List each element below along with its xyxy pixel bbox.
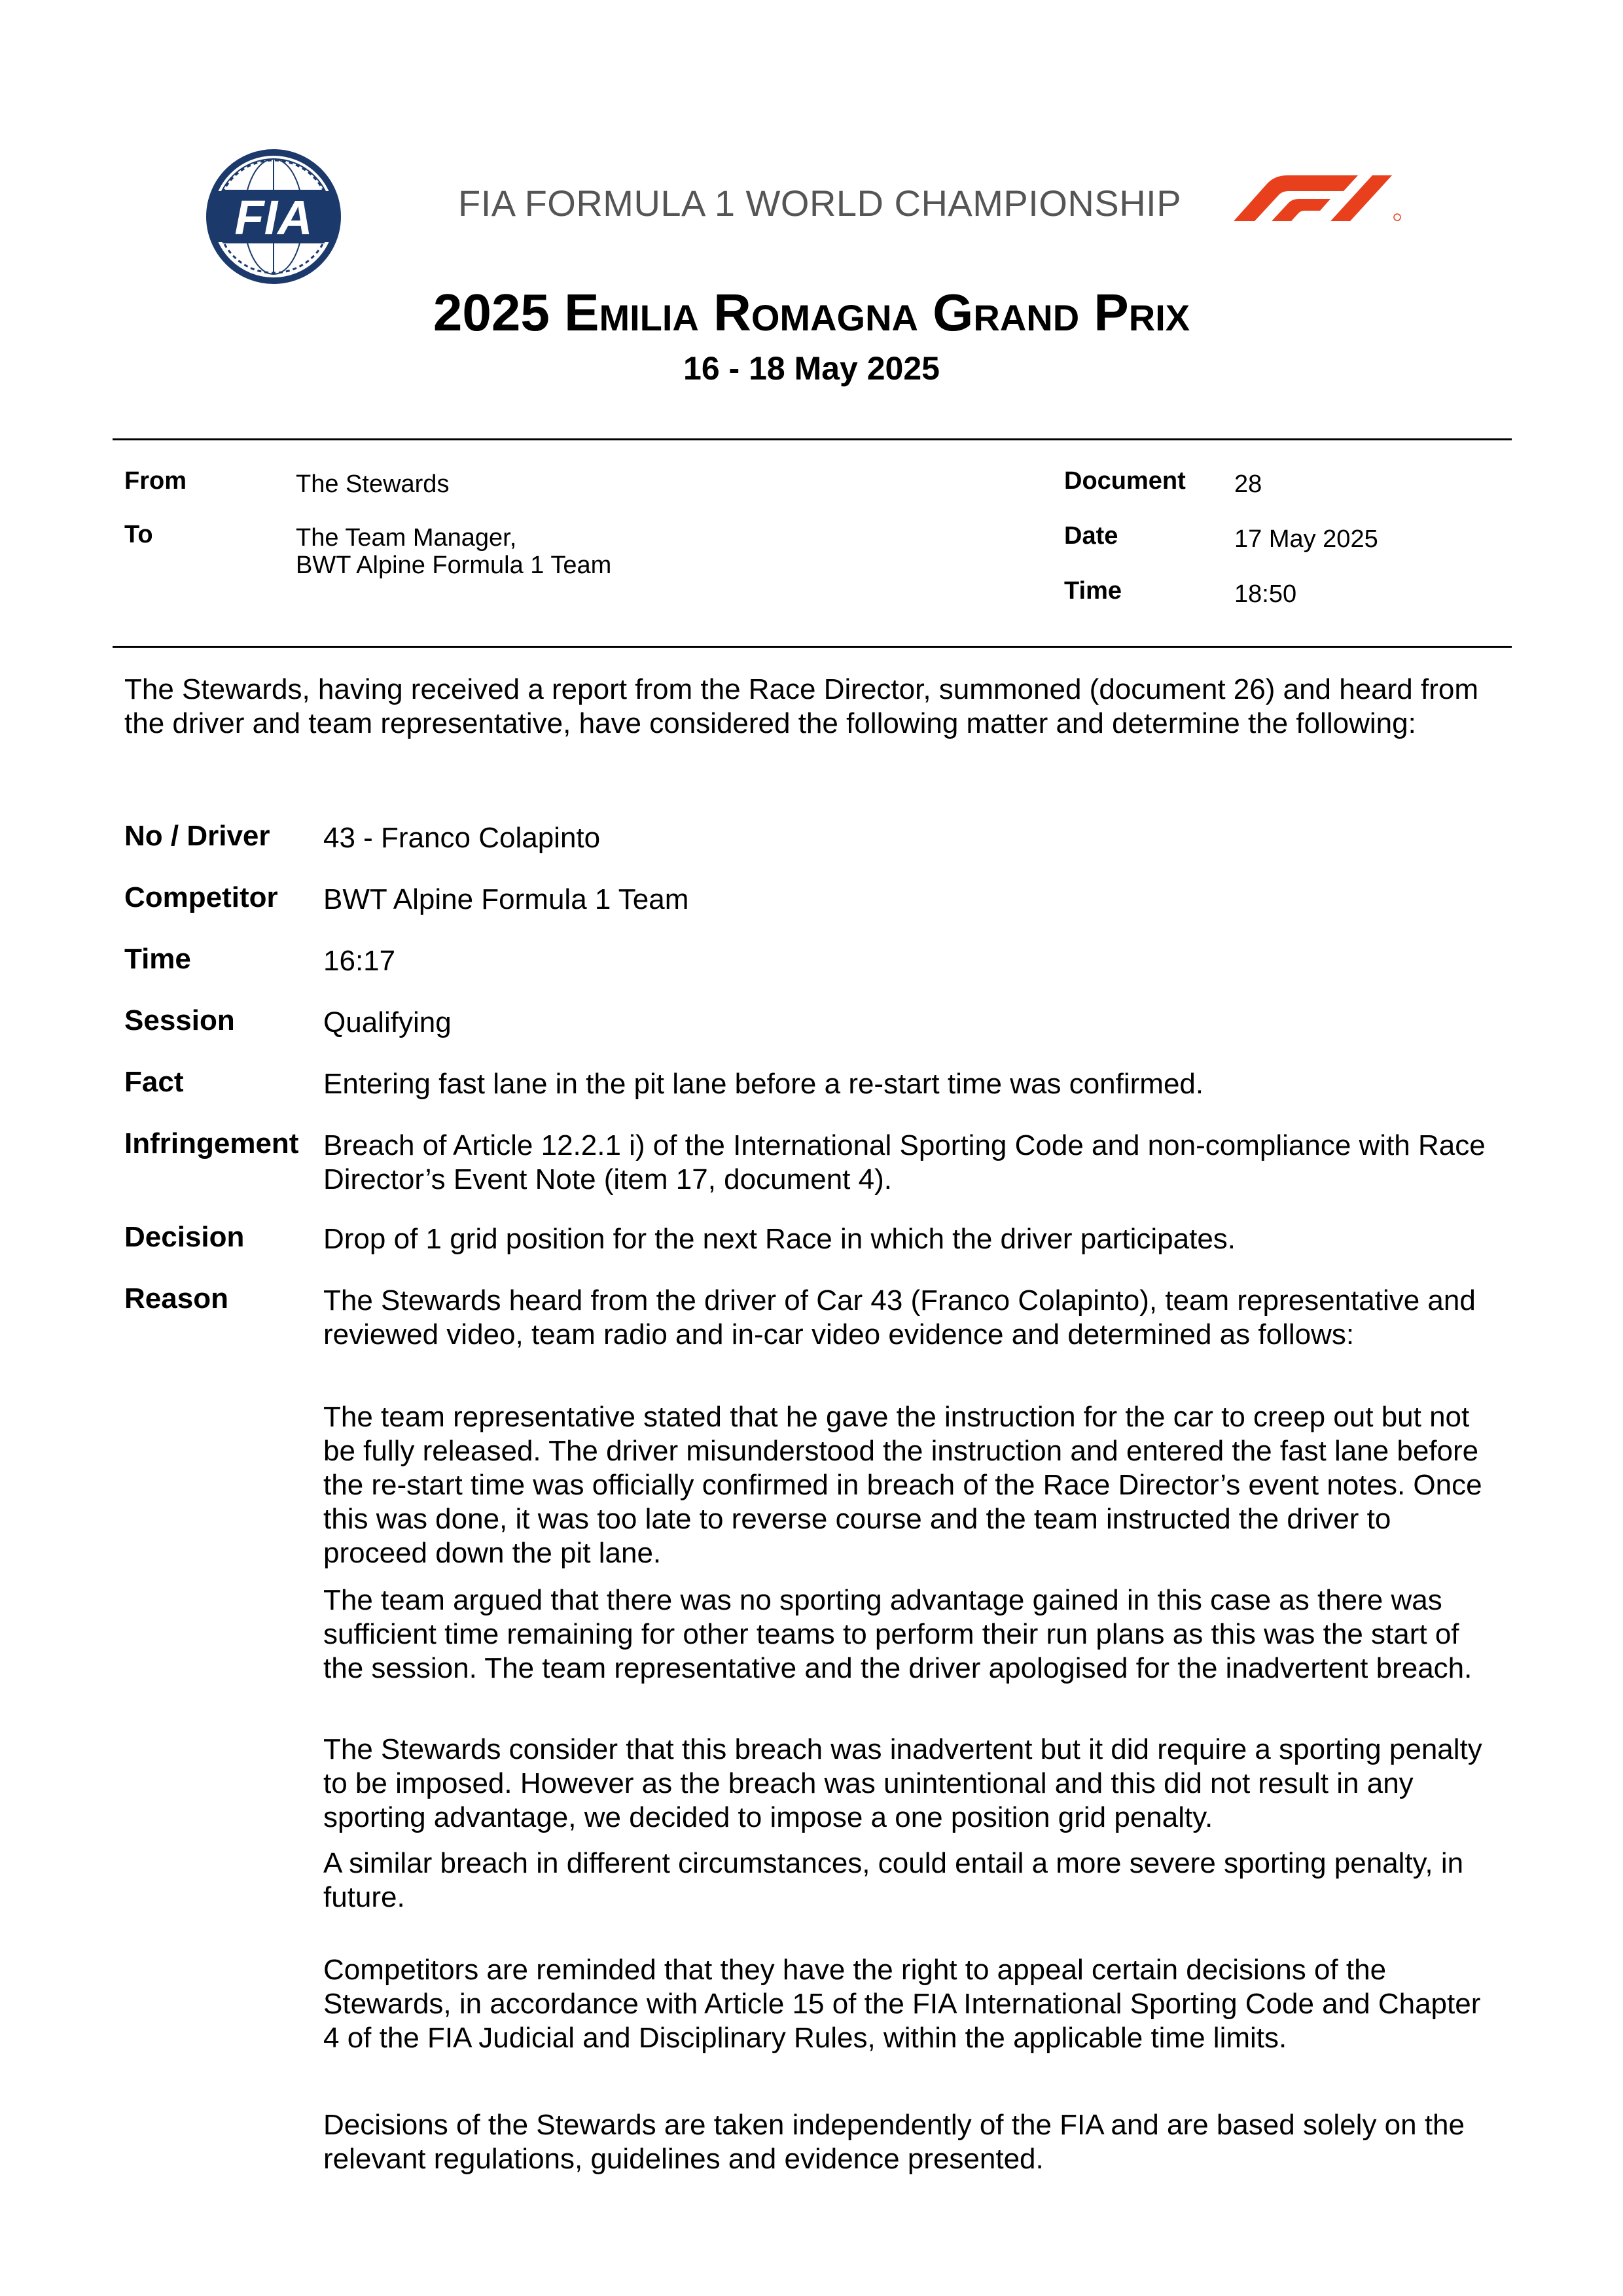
field-label-session: Session [124, 1004, 235, 1036]
f1-logo [1221, 171, 1417, 225]
document-value: 28 [1234, 470, 1262, 498]
reason-paragraph: A similar breach in different circumstances, could entail a more severe sporting penalty, in future. [323, 1847, 1464, 1913]
fia-logo-text: FIA [234, 190, 313, 245]
date-label: Date [1064, 522, 1118, 550]
field-value-driver: 43 - Franco Colapinto [323, 822, 601, 854]
field-value-fact: Entering fast lane in the pit lane before a re-start time was confirmed. [323, 1068, 1204, 1100]
field-value-decision: Drop of 1 grid position for the next Race in which the driver participates. [323, 1223, 1236, 1255]
field-label-time: Time [124, 943, 191, 975]
from-label: From [124, 467, 187, 495]
reason-paragraph: The team representative stated that he gave the instruction for the car to creep out but not be fully released. The driver misunderstood the instruction and entered the fast lane before the re-start time was officially confirmed in breach of the Race Director’s event notes. Once this was done, it was too late to reverse course and the team instructed the driver to proceed down the pit lane. [323, 1401, 1482, 1569]
appeal-notice: Competitors are reminded that they have the right to appeal certain decisions of the Stewards, in accordance with Article 15 of the FIA International Sporting Code and Chapter 4 of the FIA Judicial and Disciplinary Rules, within the applicable time limits. [323, 1954, 1481, 2054]
field-label-infringement: Infringement [124, 1127, 299, 1159]
field-value-time: 16:17 [323, 945, 396, 977]
field-label-competitor: Competitor [124, 881, 278, 913]
field-value-infringement: Breach of Article 12.2.1 i) of the International Sporting Code and non-compliance with Race Director’s Event Note (item 17, document 4). [323, 1129, 1486, 1195]
field-value-reason: The Stewards heard from the driver of Car 43 (Franco Colapinto), team representative and reviewed video, team radio and in-car video evidence and determined as follows: [323, 1284, 1476, 1351]
field-label-reason: Reason [124, 1282, 228, 1315]
field-value-competitor: BWT Alpine Formula 1 Team [323, 883, 689, 915]
to-value-line2: BWT Alpine Formula 1 Team [296, 552, 612, 579]
divider-top [113, 438, 1512, 440]
to-value-line1: The Team Manager, [296, 524, 517, 552]
field-label-fact: Fact [124, 1066, 184, 1098]
field-label-decision: Decision [124, 1221, 245, 1253]
championship-title: FIA FORMULA 1 WORLD CHAMPIONSHIP [458, 183, 1182, 224]
event-title: 2025 Emilia Romagna Grand Prix [433, 283, 1190, 342]
divider-bottom [113, 646, 1512, 648]
to-label: To [124, 521, 153, 548]
independence-notice: Decisions of the Stewards are taken independently of the FIA and are based solely on the relevant regulations, guidelines and evidence presented. [323, 2109, 1465, 2175]
field-label-driver: No / Driver [124, 820, 270, 852]
intro-paragraph: The Stewards, having received a report from the Race Director, summoned (document 26) and heard from the driver and team representative, have considered the following matter and determine the following: [124, 673, 1478, 739]
time-label: Time [1064, 577, 1122, 605]
field-value-session: Qualifying [323, 1006, 452, 1038]
from-value: The Stewards [296, 470, 450, 498]
event-dates: 16 - 18 May 2025 [683, 350, 940, 387]
document-label: Document [1064, 467, 1186, 495]
time-value: 18:50 [1234, 580, 1297, 608]
fia-logo [203, 148, 344, 285]
date-value: 17 May 2025 [1234, 525, 1378, 553]
reason-paragraph: The team argued that there was no sporting advantage gained in this case as there was sufficient time remaining for other teams to perform their run plans as this was the start of the session. The team representative and the driver apologised for the inadvertent breach. [323, 1584, 1472, 1684]
reason-paragraph: The Stewards consider that this breach was inadvertent but it did require a sporting penalty to be imposed. However as the breach was unintentional and this did not result in any sporting advantage, we decided to impose a one position grid penalty. [323, 1733, 1482, 1833]
